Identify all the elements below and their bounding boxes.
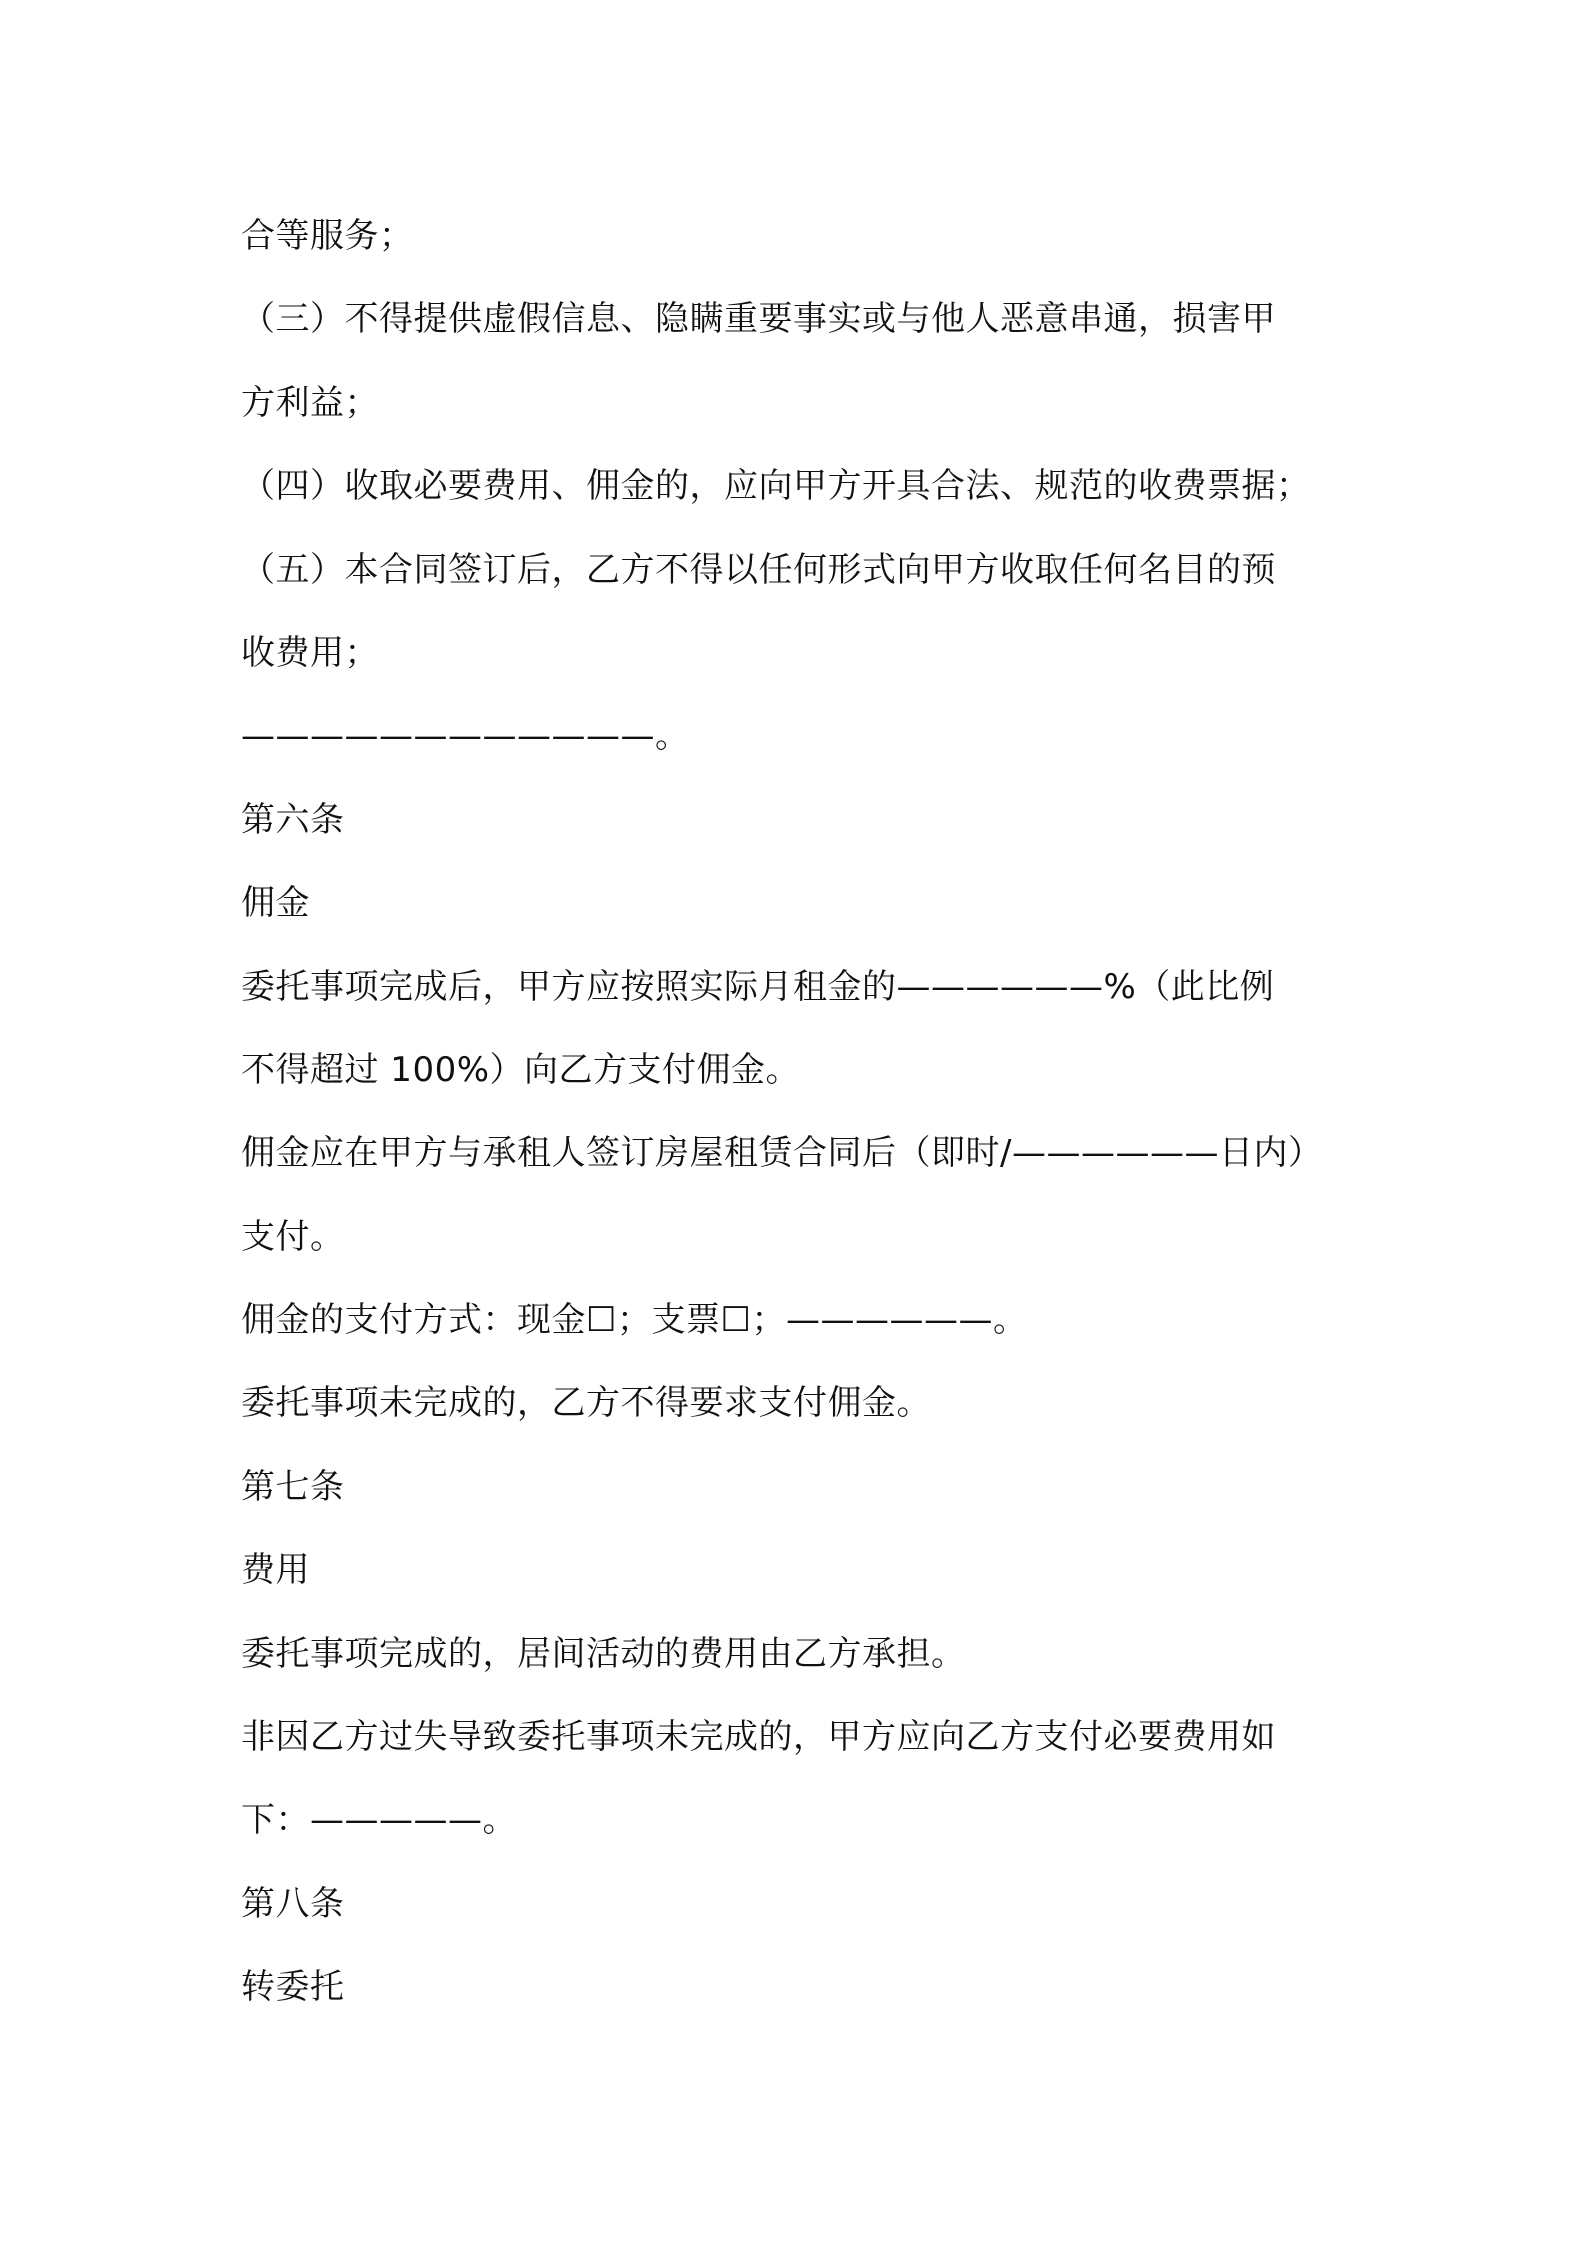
commission-timing-line-1: 佣金应在甲方与承租人签订房屋租赁合同后（即时/——————日内） xyxy=(241,1133,1323,1174)
clause-5-line-1: （五）本合同签订后，乙方不得以任何形式向甲方收取任何名目的预 xyxy=(241,549,1276,590)
document-body xyxy=(241,195,1391,2030)
article-8-heading: 第八条 xyxy=(241,1883,345,1924)
commission-payment-method: 佣金的支付方式：现金☐；支票☐；——————。 xyxy=(241,1300,1028,1341)
article-6-title: 佣金 xyxy=(241,883,310,924)
article-6-heading: 第六条 xyxy=(241,799,345,840)
commission-incomplete-rule: 委托事项未完成的，乙方不得要求支付佣金。 xyxy=(241,1383,931,1424)
fees-completed-rule: 委托事项完成的，居间活动的费用由乙方承担。 xyxy=(241,1633,966,1674)
clause-3-line-1: （三）不得提供虚假信息、隐瞒重要事实或与他人恶意串通，损害甲 xyxy=(241,299,1276,340)
blank-fill-line: ————————————。 xyxy=(241,716,690,757)
commission-rate-line-2: 不得超过 100%）向乙方支付佣金。 xyxy=(241,1049,801,1090)
clause-4-line: （四）收取必要费用、佣金的，应向甲方开具合法、规范的收费票据； xyxy=(241,466,1311,507)
fees-incomplete-line-1: 非因乙方过失导致委托事项未完成的，甲方应向乙方支付必要费用如 xyxy=(241,1717,1276,1758)
article-7-title: 费用 xyxy=(241,1550,310,1591)
article-7-heading: 第七条 xyxy=(241,1466,345,1507)
fees-incomplete-line-2: 下：—————。 xyxy=(241,1800,517,1841)
clause-3-line-2: 方利益； xyxy=(241,382,379,423)
text-line-services-end: 合等服务； xyxy=(241,216,414,256)
commission-rate-line-1: 委托事项完成后，甲方应按照实际月租金的——————%（此比例 xyxy=(241,966,1275,1007)
article-8-title: 转委托 xyxy=(241,1967,345,2008)
commission-timing-line-2: 支付。 xyxy=(241,1216,345,1257)
clause-5-line-2: 收费用； xyxy=(241,632,379,673)
